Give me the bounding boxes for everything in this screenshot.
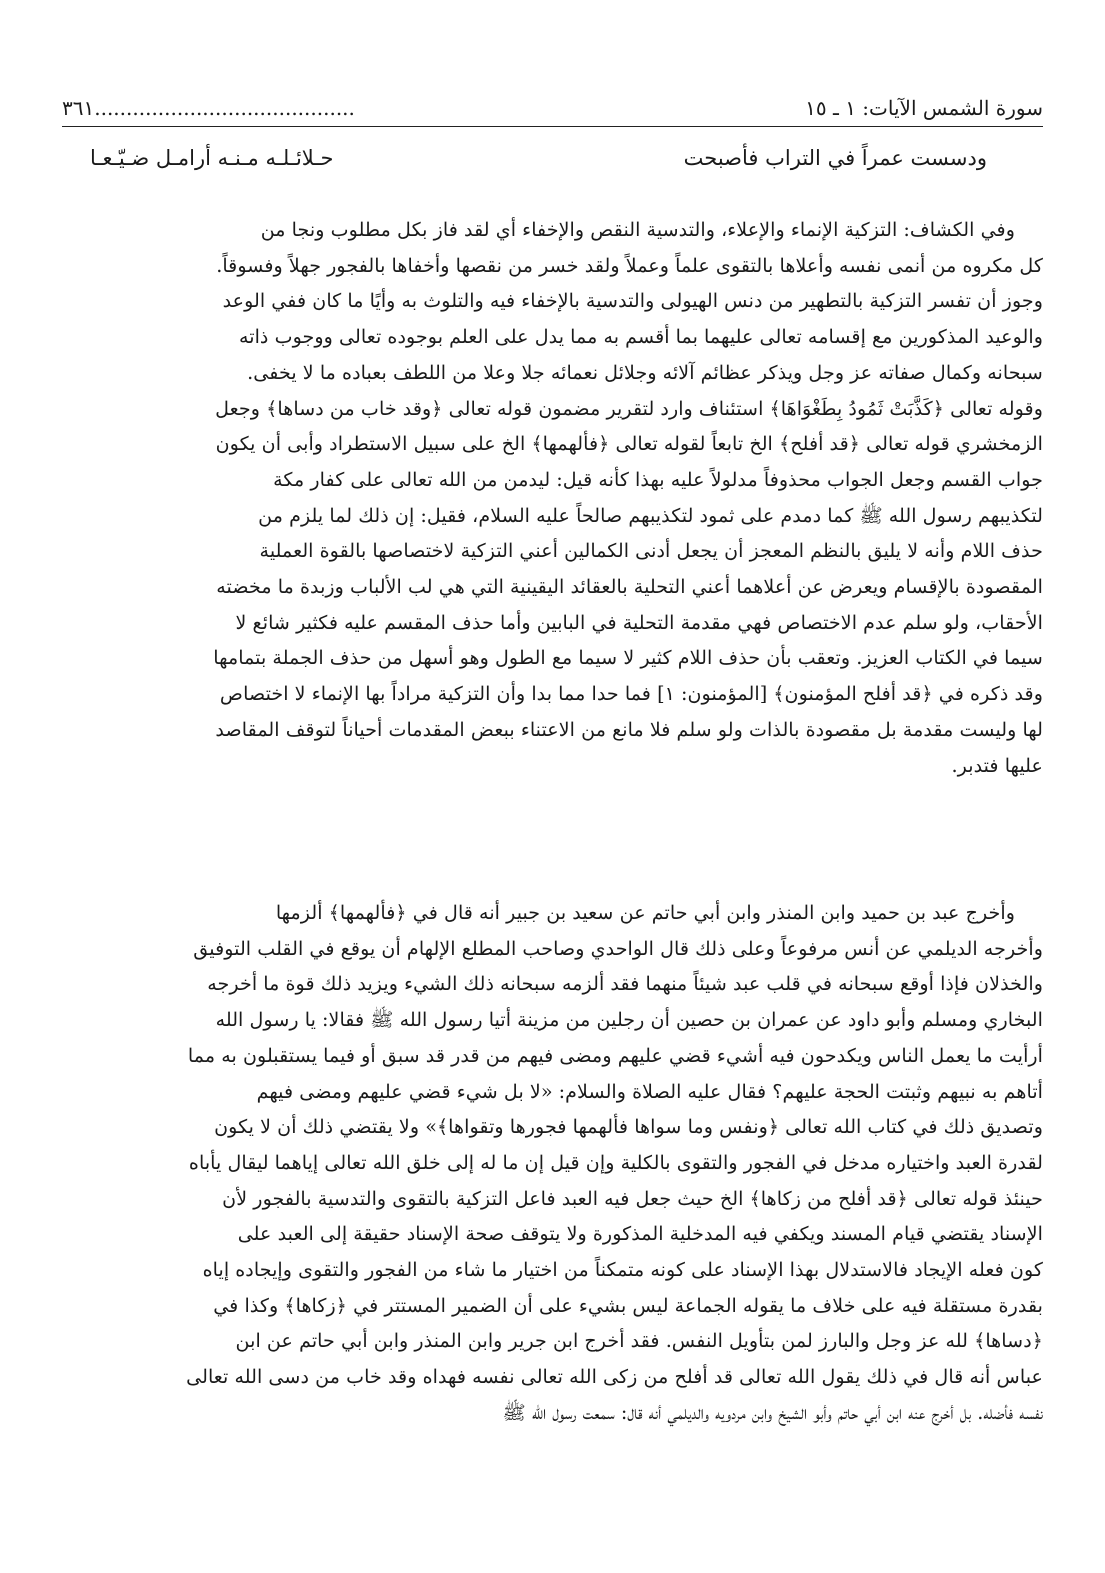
paragraph-kashshaf bbox=[62, 212, 1043, 783]
text-line: وتصديق ذلك في كتاب الله تعالى ﴿ونفس وما سواها فألهمها فجورها وتقواها﴾» ولا يقتضي ذلك أن لا يكون bbox=[214, 1115, 1043, 1139]
surah-title: سورة الشمس الآيات: ١ ـ ١٥ bbox=[805, 96, 1043, 120]
running-header bbox=[62, 86, 1043, 127]
verse-first-hemistich: ودسست عمراً في التراب فأصبحت bbox=[683, 146, 987, 170]
text-line: الإسناد يقتضي قيام المسند ويكفي فيه المدخلية المذكورة ولا يتوقف صحة الإسناد حقيقة إلى العبد على bbox=[237, 1222, 1043, 1246]
text-line: وفي الكشاف: التزكية الإنماء والإعلاء، والتدسية النقص والإخفاء أي لقد فاز بكل مطلوب ونجا من bbox=[260, 218, 1015, 241]
page-number bbox=[62, 96, 355, 120]
paragraph-hadith bbox=[62, 895, 1043, 1431]
page-number-value: ٣٦١ bbox=[62, 96, 95, 120]
text-line: وأخرجه الديلمي عن أنس مرفوعاً وعلى ذلك قال الواحدي وصاحب المطلع الإلهام أن يوقع في القلب التوفيق bbox=[193, 936, 1043, 960]
text-line: أرأيت ما يعمل الناس ويكدحون فيه أشيء قضي عليهم ومضى فيهم من قدر قد سبق أو فيما يستقبلون به مما bbox=[187, 1043, 1043, 1067]
text-line: لتكذيبهم رسول الله ﷺ كما دمدم على ثمود لتكذيبهم صالحاً عليه السلام، فقيل: إن ذلك لما يلزم من bbox=[258, 503, 1043, 527]
text-line: البخاري ومسلم وأبو داود عن عمران بن حصين أن رجلين من مزينة أتيا رسول الله ﷺ فقالا: يا رسول الله bbox=[215, 1008, 1043, 1032]
text-line: سبحانه وكمال صفاته عز وجل ويذكر عظائم آلائه وجلائل نعمائه جلا وعلا من اللطف بعباده ما لا يخفى. bbox=[247, 360, 1043, 384]
text-line: لها وليست مقدمة بل مقصودة بالذات ولو سلم فلا مانع من الاعتناء ببعض المقدمات أحياناً لتوقف المقاصد bbox=[215, 717, 1043, 741]
text-line: سيما في الكتاب العزيز. وتعقب بأن حذف اللام كثير لا سيما مع الطول وهو أسهل من حذف الجملة بتمامها bbox=[213, 646, 1043, 670]
text-line: والوعيد المذكورين مع إقسامه تعالى عليهما بما أقسم به مما يدل على العلم بوجوده تعالى ووجوب ذاته bbox=[238, 325, 1043, 349]
text-line: الزمخشري قوله تعالى ﴿قد أفلح﴾ الخ تابعاً لقوله تعالى ﴿فألهمها﴾ الخ على سبيل الاستطراد وأبى أن يكون bbox=[215, 432, 1043, 456]
text-line: الأحقاب، ولو سلم عدم الاختصاص فهي مقدمة التحلية في البابين وأما حذف المقسم عليه فكثير شائع لا bbox=[235, 610, 1043, 634]
text-line: ﴿دساها﴾ لله عز وجل والبارز لمن بتأويل النفس. فقد أخرج ابن جرير وابن المنذر وابن أبي حاتم عن ابن bbox=[235, 1329, 1043, 1353]
text-line: حينئذ قوله تعالى ﴿قد أفلح من زكاها﴾ الخ حيث جعل فيه العبد فاعل التزكية بالتقوى والتدسية بالفجور لأن bbox=[222, 1186, 1043, 1210]
text-line: جواب القسم وجعل الجواب محذوفاً مدلولاً عليه بهذا كأنه قيل: ليدمن من الله تعالى على كفار مكة bbox=[273, 467, 1043, 491]
text-line: حذف اللام وأنه لا يليق بالنظم المعجز أن يجعل أدنى الكمالين أعني التزكية لاختصاصها بالقوة العملية bbox=[259, 539, 1043, 563]
verse-second-hemistich: حـلائـلـه مـنـه أرامـل ضـيّـعـا bbox=[90, 146, 334, 170]
text-line: وأخرج عبد بن حميد وابن المنذر وابن أبي حاتم عن سعيد بن جبير أنه قال في ﴿فألهمها﴾ ألزمها bbox=[275, 901, 1015, 924]
text-line: المقصودة بالإقسام ويعرض عن أعلاهما أعني التحلية بالعقائد اليقينية التي هي لب الألباب وزبدة ما مخضته bbox=[216, 575, 1043, 599]
text-line: كل مكروه من أنمى نفسه وأعلاها بالتقوى علماً وعملاً ولقد خسر من نقصها وأخفاها بالفجور جهلاً وفسوقاً. bbox=[216, 253, 1043, 277]
text-line: وجوز أن تفسر التزكية بالتطهير من دنس الهيولى والتدسية بالإخفاء فيه والتلوث به وأيًا ما كان ففي الوعد bbox=[222, 289, 1043, 313]
text-line: وقد ذكره في ﴿قد أفلح المؤمنون﴾ [المؤمنون: ١] فما حدا مما بدا وأن التزكية مراداً بها الإنماء لا اختصاص bbox=[219, 682, 1043, 706]
text-line: نفسه فأضله. بل أخرج عنه ابن أبي حاتم وأبو الشيخ وابن مردويه والديلمي أنه قال: سمعت رسول الله ﷺ bbox=[502, 1400, 1043, 1424]
text-line: بقدرة مستقلة فيه على خلاف ما يقوله الجماعة ليس بشيء على أن الضمير المستتر في ﴿زكاها﴾ وكذا في bbox=[213, 1293, 1043, 1317]
page-number-dots: ......................................... bbox=[94, 96, 355, 120]
text-line: كون فعله الإيجاد فالاستدلال بهذا الإسناد على كونه متمكناً من اختيار ما شاء من الفجور والتقوى وإيجاده إياه bbox=[202, 1258, 1043, 1282]
text-line: عباس أنه قال في ذلك يقول الله تعالى قد أفلح من زكى الله تعالى نفسه فهداه وقد خاب من دسى الله تعالى bbox=[186, 1365, 1043, 1389]
text-line: عليها فتدبر. bbox=[951, 753, 1043, 777]
text-line: أتاهم به نبيهم وثبتت الحجة عليهم؟ فقال عليه الصلاة والسلام: «لا بل شيء قضي عليهم ومضى فيهم bbox=[256, 1079, 1043, 1103]
text-line: وقوله تعالى ﴿كَذَّبَتْ ثَمُودُ بِطَغْوَاهَا﴾ استئناف وارد لتقرير مضمون قوله تعالى ﴿وقد خاب من دساها﴾ وجعل bbox=[215, 396, 1043, 420]
text-line: لقدرة العبد واختياره مدخل في الفجور والتقوى بالكلية وإن قيل إن ما له إلى خلق الله تعالى إياهما ليقال يأباه bbox=[188, 1150, 1043, 1174]
poetry-verse bbox=[90, 146, 987, 170]
text-line: والخذلان فإذا أوقع سبحانه في قلب عبد شيئاً منهما فقد ألزمه سبحانه ذلك الشيء ويزيد ذلك قوة ما أخرجه bbox=[207, 972, 1043, 996]
